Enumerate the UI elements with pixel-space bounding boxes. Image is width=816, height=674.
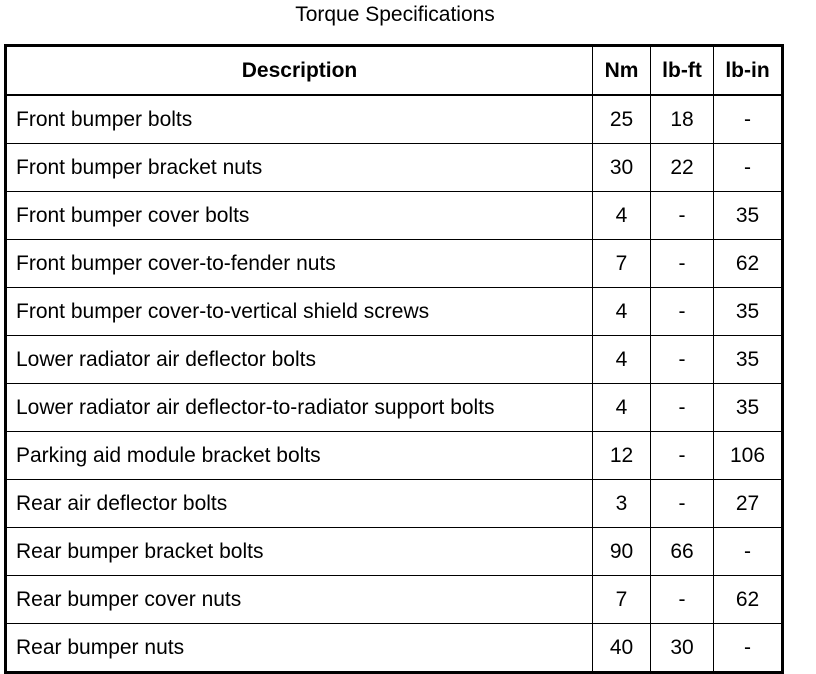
nm-cell: 4: [593, 288, 651, 336]
lb-in-cell: 62: [714, 240, 783, 288]
column-header-lb-ft: lb-ft: [651, 46, 714, 96]
lb-ft-cell: 66: [651, 528, 714, 576]
nm-cell: 90: [593, 528, 651, 576]
nm-cell: 40: [593, 624, 651, 673]
lb-in-cell: 35: [714, 288, 783, 336]
lb-in-cell: 106: [714, 432, 783, 480]
lb-in-cell: -: [714, 624, 783, 673]
nm-cell: 4: [593, 384, 651, 432]
table-row: [6, 336, 783, 384]
nm-cell: 25: [593, 95, 651, 144]
nm-cell: 12: [593, 432, 651, 480]
nm-cell: 4: [593, 192, 651, 240]
lb-ft-cell: 30: [651, 624, 714, 673]
table-body: [6, 95, 783, 673]
table-row: [6, 240, 783, 288]
lb-in-cell: 27: [714, 480, 783, 528]
lb-ft-cell: -: [651, 240, 714, 288]
lb-ft-cell: -: [651, 384, 714, 432]
lb-in-cell: 35: [714, 384, 783, 432]
lb-in-cell: 35: [714, 192, 783, 240]
nm-cell: 3: [593, 480, 651, 528]
lb-ft-cell: 22: [651, 144, 714, 192]
lb-in-cell: -: [714, 528, 783, 576]
column-header-lb-in: lb-in: [714, 46, 783, 96]
table-row: [6, 384, 783, 432]
lb-in-cell: -: [714, 95, 783, 144]
description-cell: Rear bumper cover nuts: [6, 576, 593, 624]
column-header-nm: Nm: [593, 46, 651, 96]
table-row: [6, 624, 783, 673]
lb-ft-cell: -: [651, 576, 714, 624]
nm-cell: 30: [593, 144, 651, 192]
nm-cell: 7: [593, 240, 651, 288]
lb-ft-cell: -: [651, 336, 714, 384]
table-row: [6, 192, 783, 240]
lb-ft-cell: 18: [651, 95, 714, 144]
description-cell: Lower radiator air deflector bolts: [6, 336, 593, 384]
lb-in-cell: 35: [714, 336, 783, 384]
lb-ft-cell: -: [651, 432, 714, 480]
description-cell: Parking aid module bracket bolts: [6, 432, 593, 480]
table-header-row: [6, 46, 783, 96]
description-cell: Front bumper cover bolts: [6, 192, 593, 240]
torque-specifications-table: [4, 44, 784, 674]
lb-ft-cell: -: [651, 192, 714, 240]
table-row: [6, 480, 783, 528]
description-cell: Front bumper cover-to-vertical shield screws: [6, 288, 593, 336]
nm-cell: 4: [593, 336, 651, 384]
lb-in-cell: 62: [714, 576, 783, 624]
description-cell: Lower radiator air deflector-to-radiator support bolts: [6, 384, 593, 432]
description-cell: Front bumper bolts: [6, 95, 593, 144]
table-row: [6, 144, 783, 192]
table-row: [6, 95, 783, 144]
column-header-description: Description: [6, 46, 593, 96]
lb-ft-cell: -: [651, 288, 714, 336]
lb-in-cell: -: [714, 144, 783, 192]
table-row: [6, 432, 783, 480]
nm-cell: 7: [593, 576, 651, 624]
description-cell: Front bumper cover-to-fender nuts: [6, 240, 593, 288]
lb-ft-cell: -: [651, 480, 714, 528]
page-title: Torque Specifications: [295, 3, 495, 26]
table-row: [6, 576, 783, 624]
description-cell: Rear air deflector bolts: [6, 480, 593, 528]
description-cell: Front bumper bracket nuts: [6, 144, 593, 192]
table-row: [6, 288, 783, 336]
description-cell: Rear bumper bracket bolts: [6, 528, 593, 576]
description-cell: Rear bumper nuts: [6, 624, 593, 673]
table-row: [6, 528, 783, 576]
